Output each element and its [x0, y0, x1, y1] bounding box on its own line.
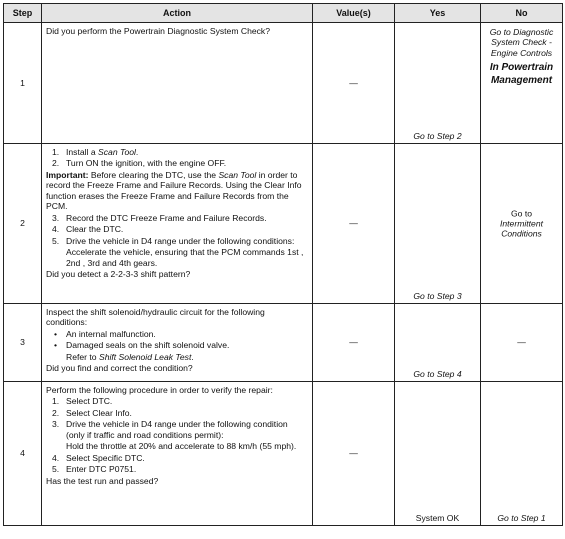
step-question: Did you find and correct the condition? [46, 363, 193, 374]
yes-cell [395, 144, 481, 304]
header-row [4, 4, 563, 23]
no-cell [481, 304, 563, 382]
no-link-line[interactable]: Conditions [501, 228, 542, 239]
procedure-item: 1. Install a Scan Tool. [52, 147, 139, 157]
value-dash: — [349, 77, 358, 88]
header-step: Step [4, 4, 42, 23]
refer-link[interactable]: Shift Solenoid Leak Test [98, 351, 192, 362]
yes-link[interactable]: Go to Step 4 [413, 368, 462, 379]
yes-cell [395, 382, 481, 526]
step-row-2 [4, 144, 563, 304]
bullet-icon: • [54, 328, 58, 339]
procedure-item: 4. Clear the DTC. [52, 224, 124, 235]
header-values: Value(s) [313, 4, 395, 23]
step-question: Did you perform the Powertrain Diagnostic System Check? [46, 26, 271, 36]
no-dash: — [517, 337, 526, 348]
action-cell [42, 144, 313, 304]
step-intro: Inspect the shift solenoid/hydraulic circuit for the following conditions: [46, 307, 265, 328]
no-link-line[interactable]: Engine Controls [490, 47, 553, 58]
step-row-1 [4, 23, 563, 144]
procedure-subtext: Accelerate the vehicle, ensuring that the PCM commands 1st , 2nd , 3rd and 4th gears. [66, 247, 304, 268]
step-question: Did you detect a 2-2-3-3 shift pattern? [46, 269, 191, 280]
no-link[interactable]: Go to Step 1 [497, 512, 546, 523]
header-no: No [481, 4, 563, 23]
value-cell [313, 23, 395, 144]
no-link-line[interactable]: Intermittent [500, 218, 543, 229]
no-link-line[interactable]: Go to Diagnostic [489, 27, 554, 37]
step-number: 4 [4, 382, 42, 526]
step-number: 3 [4, 304, 42, 382]
procedure-item: 5. Enter DTC P0751. [52, 464, 137, 475]
step-row-4 [4, 382, 563, 526]
value-dash: — [349, 218, 358, 229]
step-row-3 [4, 304, 563, 382]
yes-link[interactable]: Go to Step 3 [413, 290, 462, 301]
no-cell [481, 23, 563, 144]
action-cell [42, 304, 313, 382]
value-cell [313, 382, 395, 526]
bullet-icon: • [54, 340, 58, 351]
diagnostic-table [3, 3, 563, 526]
procedure-item: 5. Drive the vehicle in D4 range under the following conditions: [52, 235, 295, 246]
step-number: 2 [4, 144, 42, 304]
step-number: 1 [4, 23, 42, 144]
action-cell [42, 382, 313, 526]
no-cell [481, 382, 563, 526]
procedure-item: 1. Select DTC. [52, 396, 113, 407]
step-intro: Perform the following procedure in order to verify the repair: [46, 385, 273, 395]
value-cell [313, 304, 395, 382]
procedure-item: 4. Select Specific DTC. [52, 452, 145, 463]
yes-cell [395, 304, 481, 382]
important-note: Important: Before clearing the DTC, use the Scan Tool in order to record the Freeze Frame and Failure Records. Using the Clear Info function erases the Freeze Frame and Failure Records from the PCM. [46, 169, 302, 212]
procedure-item: 2. Select Clear Info. [52, 407, 132, 418]
procedure-item: 2. Turn ON the ignition, with the engine OFF. [52, 158, 227, 169]
procedure-item: 3. Drive the vehicle in D4 range under the following condition (only if traffic and road conditions permit): [52, 419, 288, 440]
header-action: Action [42, 4, 313, 23]
no-link-line[interactable]: Go to [510, 207, 533, 218]
yes-cell [395, 23, 481, 144]
action-cell [42, 23, 313, 144]
condition-item: • An internal malfunction. [54, 328, 156, 339]
no-link-bold[interactable]: In Powertrain [489, 62, 554, 74]
value-dash: — [349, 337, 358, 348]
value-cell [313, 144, 395, 304]
condition-item: • Damaged seals on the shift solenoid valve. [54, 340, 230, 351]
yes-result: System OK [415, 512, 460, 523]
refer-note: Refer to Shift Solenoid Leak Test. [66, 351, 194, 362]
no-link-bold[interactable]: Management [490, 74, 553, 86]
no-link-line[interactable]: System Check - [491, 37, 552, 48]
value-dash: — [349, 448, 358, 459]
yes-link[interactable]: Go to Step 2 [413, 130, 462, 141]
procedure-subtext: Hold the throttle at 20% and accelerate to 88 km/h (55 mph). [66, 441, 297, 452]
no-cell [481, 144, 563, 304]
header-yes: Yes [395, 4, 481, 23]
procedure-item: 3. Record the DTC Freeze Frame and Failure Records. [52, 212, 267, 223]
step-question: Has the test run and passed? [46, 475, 159, 486]
